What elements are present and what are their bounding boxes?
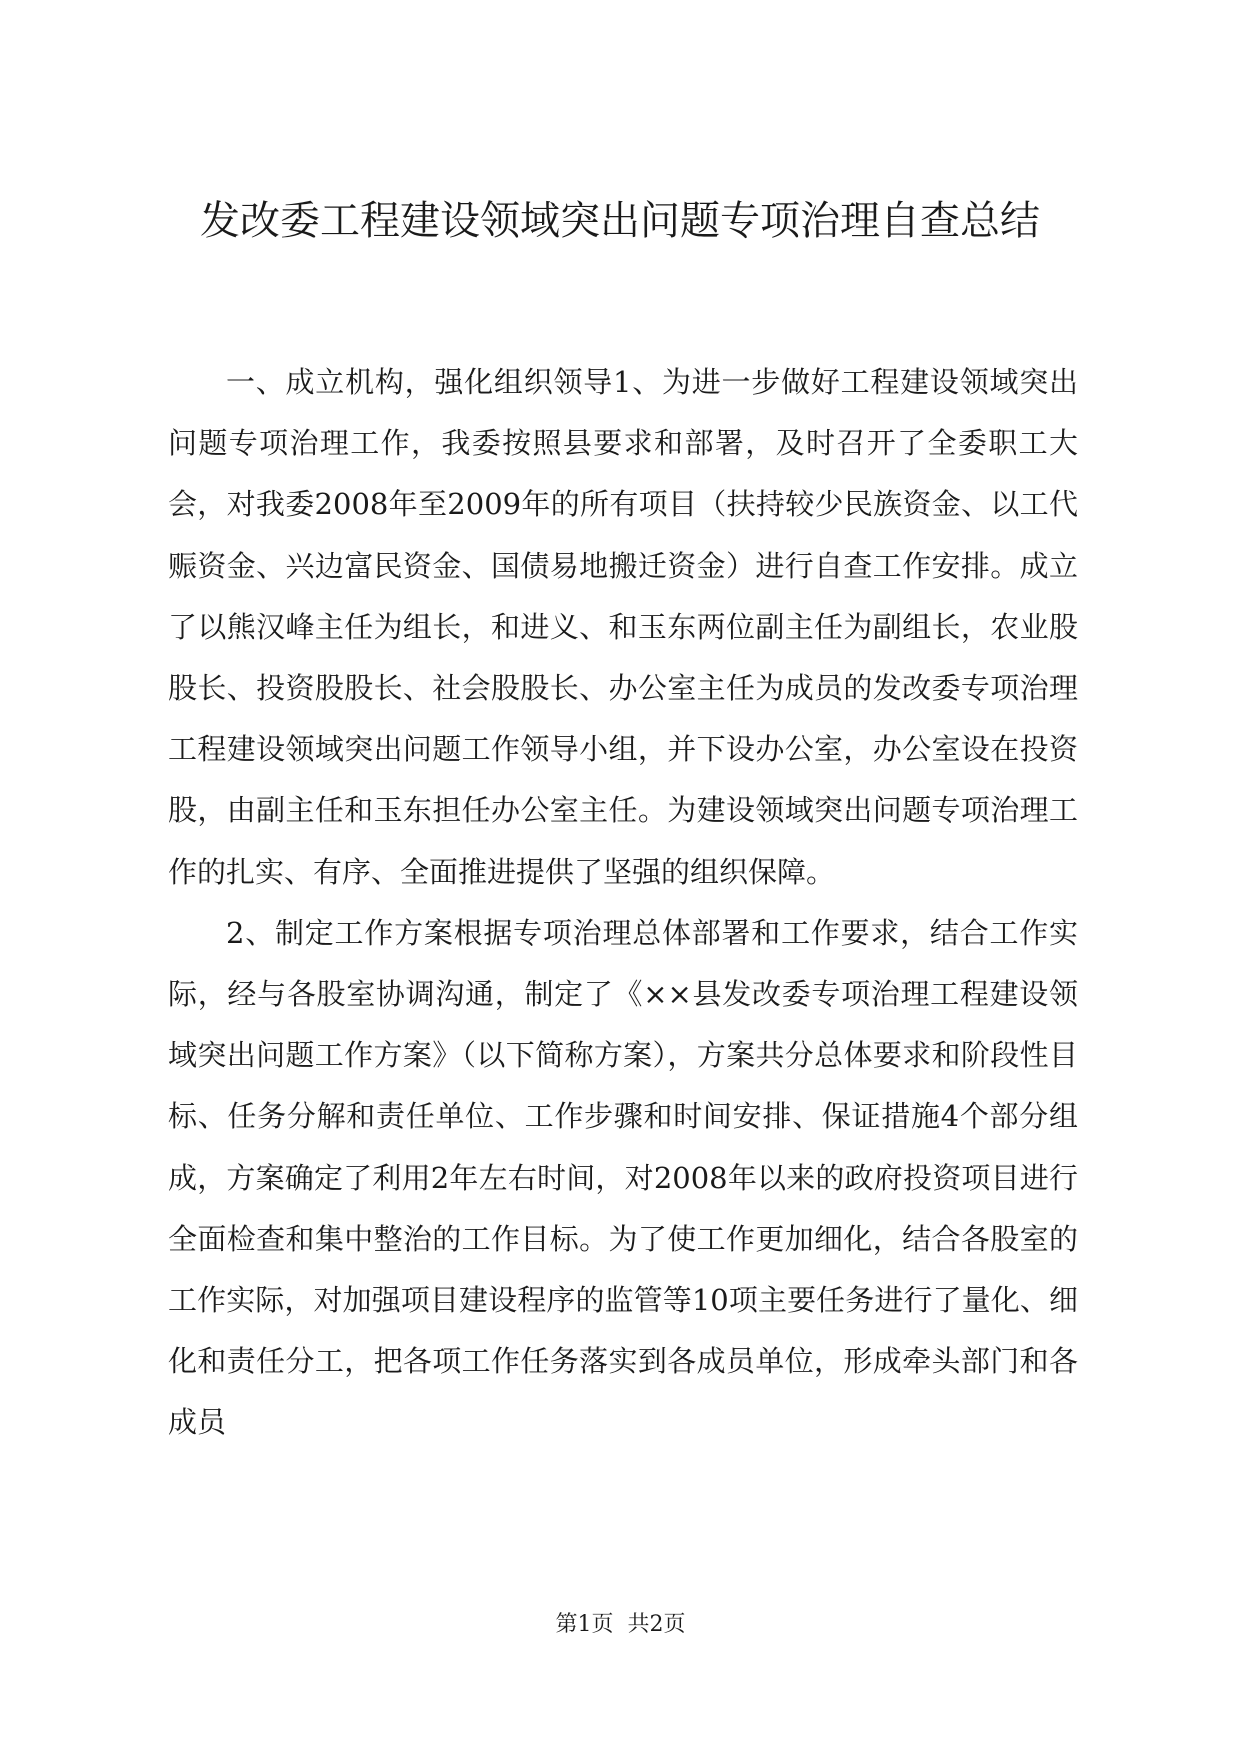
page-total: 共2页 — [627, 1612, 686, 1637]
document-title: 发改委工程建设领域突出问题专项治理自查总结 — [200, 198, 1040, 244]
document-body — [168, 352, 1078, 1454]
paragraph-2: 2、制定工作方案根据专项治理总体部署和工作要求，结合工作实际，经与各股室协调沟通，制定了《××县发改委专项治理工程建设领域突出问题工作方案》（以下简称方案），方案共分总体要求和阶段性目标、任务分解和责任单位、工作步骤和时间安排、保证措施4个部分组成，方案确定了利用2年左右时间，对2008年以来的政府投资项目进行全面检查和集中整治的工作目标。为了使工作更加细化，结合各股室的工作实际，对加强项目建设程序的监管等10项主要任务进行了量化、细化和责任分工，把各项工作任务落实到各成员单位，形成牵头部门和各成员 — [168, 915, 1078, 1440]
paragraph-1: 一、成立机构，强化组织领导1、为进一步做好工程建设领域突出问题专项治理工作，我委按照县要求和部署，及时召开了全委职工大会，对我委2008年至2009年的所有项目（扶持较少民族资金、以工代赈资金、兴边富民资金、国债易地搬迁资金）进行自查工作安排。成立了以熊汉峰主任为组长，和进义、和玉东两位副主任为副组长，农业股股长、投资股股长、社会股股长、办公室主任为成员的发改委专项治理工程建设领域突出问题工作领导小组，并下设办公室，办公室设在投资股，由副主任和玉东担任办公室主任。为建设领域突出问题专项治理工作的扎实、有序、全面推进提供了坚强的组织保障。 — [168, 365, 1078, 889]
page-footer — [0, 1610, 1241, 1640]
page-number: 第1页 — [555, 1612, 614, 1637]
